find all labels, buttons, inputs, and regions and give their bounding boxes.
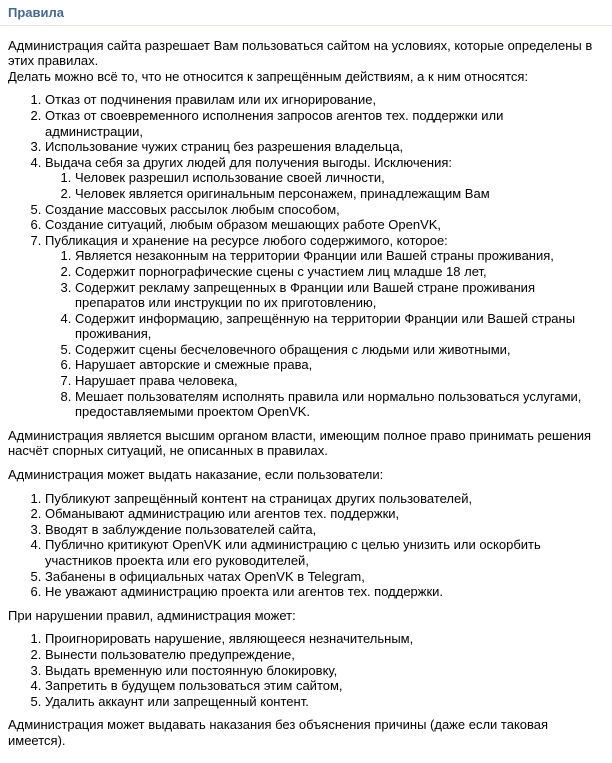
list-item: 3. Выдать временную или постоянную блокировку, (45, 663, 604, 679)
paragraph: Администрация сайта разрешает Вам пользоваться сайтом на условиях, которые определены в этих правилах. Делать можно всё то, что не относится к запрещённым действиям, а к ним относятся: (8, 37, 593, 84)
list-item: 5. Забанены в официальных чатах OpenVK в Telegram, (45, 569, 604, 585)
list-item: 5. Удалить аккаунт или запрещенный контент. (45, 694, 604, 710)
rules-content (0, 26, 612, 763)
list-item: 4. Публично критикуют OpenVK или администрацию с целью унизить или оскорбить участников проекта или его руководителей, (45, 537, 604, 568)
list-item: 1. Отказ от подчинения правилам или их игнорирование, (45, 92, 604, 108)
sub-list-item: 1. Является незаконным на территории Франции или Вашей страны проживания, (75, 248, 604, 264)
list-item: 1. Проигнорировать нарушение, являющееся незначительным, (45, 631, 604, 647)
list-item: 3. Использование чужих страниц без разрешения владельца, (45, 139, 604, 155)
rules-list (8, 92, 604, 419)
sub-list-item: 6. Нарушает авторские и смежные права, (75, 357, 604, 373)
list-item: 2. Обманывают администрацию или агентов тех. поддержки, (45, 506, 604, 522)
list-item: 2. Вынести пользователю предупреждение, (45, 647, 604, 663)
list-item: 4. Выдача себя за других людей для получения выгоды. Исключения: 1. Человек разрешил использование своей личности, 2. Человек является оригинальным персонажем, принадлежащим Вам (45, 155, 604, 202)
sub-list-item: 8. Мешает пользователям исполнять правила или нормально пользоваться услугами, предоставляемыми проектом OpenVK. (75, 389, 604, 420)
page-title: Правила (0, 0, 612, 26)
sub-list-item: 1. Человек разрешил использование своей личности, (75, 170, 604, 186)
paragraph: При нарушении правил, администрация может: (8, 607, 296, 623)
paragraph: Администрация может выдавать наказания без объяснения причины (даже если таковая имеется). (8, 717, 549, 748)
sub-list (45, 170, 604, 201)
list-item: 4. Запретить в будущем пользоваться этим сайтом, (45, 678, 604, 694)
list-item: 1. Публикуют запрещённый контент на страницах других пользователей, (45, 491, 604, 507)
sub-list-item: 4. Содержит информацию, запрещённую на территории Франции или Вашей страны проживания, (75, 311, 604, 342)
rules-list (8, 631, 604, 709)
sub-list-item: 5. Содержит сцены бесчеловечного обращения с людьми или животными, (75, 342, 604, 358)
sub-list-item: 2. Человек является оригинальным персонажем, принадлежащим Вам (75, 186, 604, 202)
sub-list-item: 7. Нарушает права человека, (75, 373, 604, 389)
list-item: 7. Публикация и хранение на ресурсе любого содержимого, которое: 1. Является незаконным на территории Франции или Вашей страны проживания, 2. Содержит порнографические сцены с участием лиц младше 18 лет, 3. Содержит рекламу запрещенных в Франции или Вашей стране проживания препаратов или инструкции по их приготовлению, 4. Содержит информацию, запрещённую на территории Франции или Вашей страны проживания, 5. Содержит сцены бесчеловечного обращения с людьми или животными, 6. Нарушает авторские и смежные права, 7. Нарушает права человека, 8. Мешает пользователям исполнять правила или нормально пользоваться услугами, предоставляемыми проектом OpenVK. (45, 233, 604, 420)
paragraph: Администрация является высшим органом власти, имеющим полное право принимать решения насчёт спорных ситуаций, не описанных в правилах. (8, 427, 592, 459)
rules-list (8, 491, 604, 600)
sub-list-item: 3. Содержит рекламу запрещенных в Франции или Вашей стране проживания препаратов или инструкции по их приготовлению, (75, 280, 604, 311)
list-item: 5. Создание массовых рассылок любым способом, (45, 202, 604, 218)
list-item: 6. Не уважают администрацию проекта или агентов тех. поддержки. (45, 584, 604, 600)
paragraph: Администрация может выдать наказание, если пользователи: (8, 467, 384, 483)
sub-list (45, 248, 604, 420)
list-item: 3. Вводят в заблуждение пользователей сайта, (45, 522, 604, 538)
list-item: 6. Создание ситуаций, любым образом мешающих работе OpenVK, (45, 217, 604, 233)
sub-list-item: 2. Содержит порнографические сцены с участием лиц младше 18 лет, (75, 264, 604, 280)
list-item: 2. Отказ от своевременного исполнения запросов агентов тех. поддержки или администрации, (45, 108, 604, 139)
